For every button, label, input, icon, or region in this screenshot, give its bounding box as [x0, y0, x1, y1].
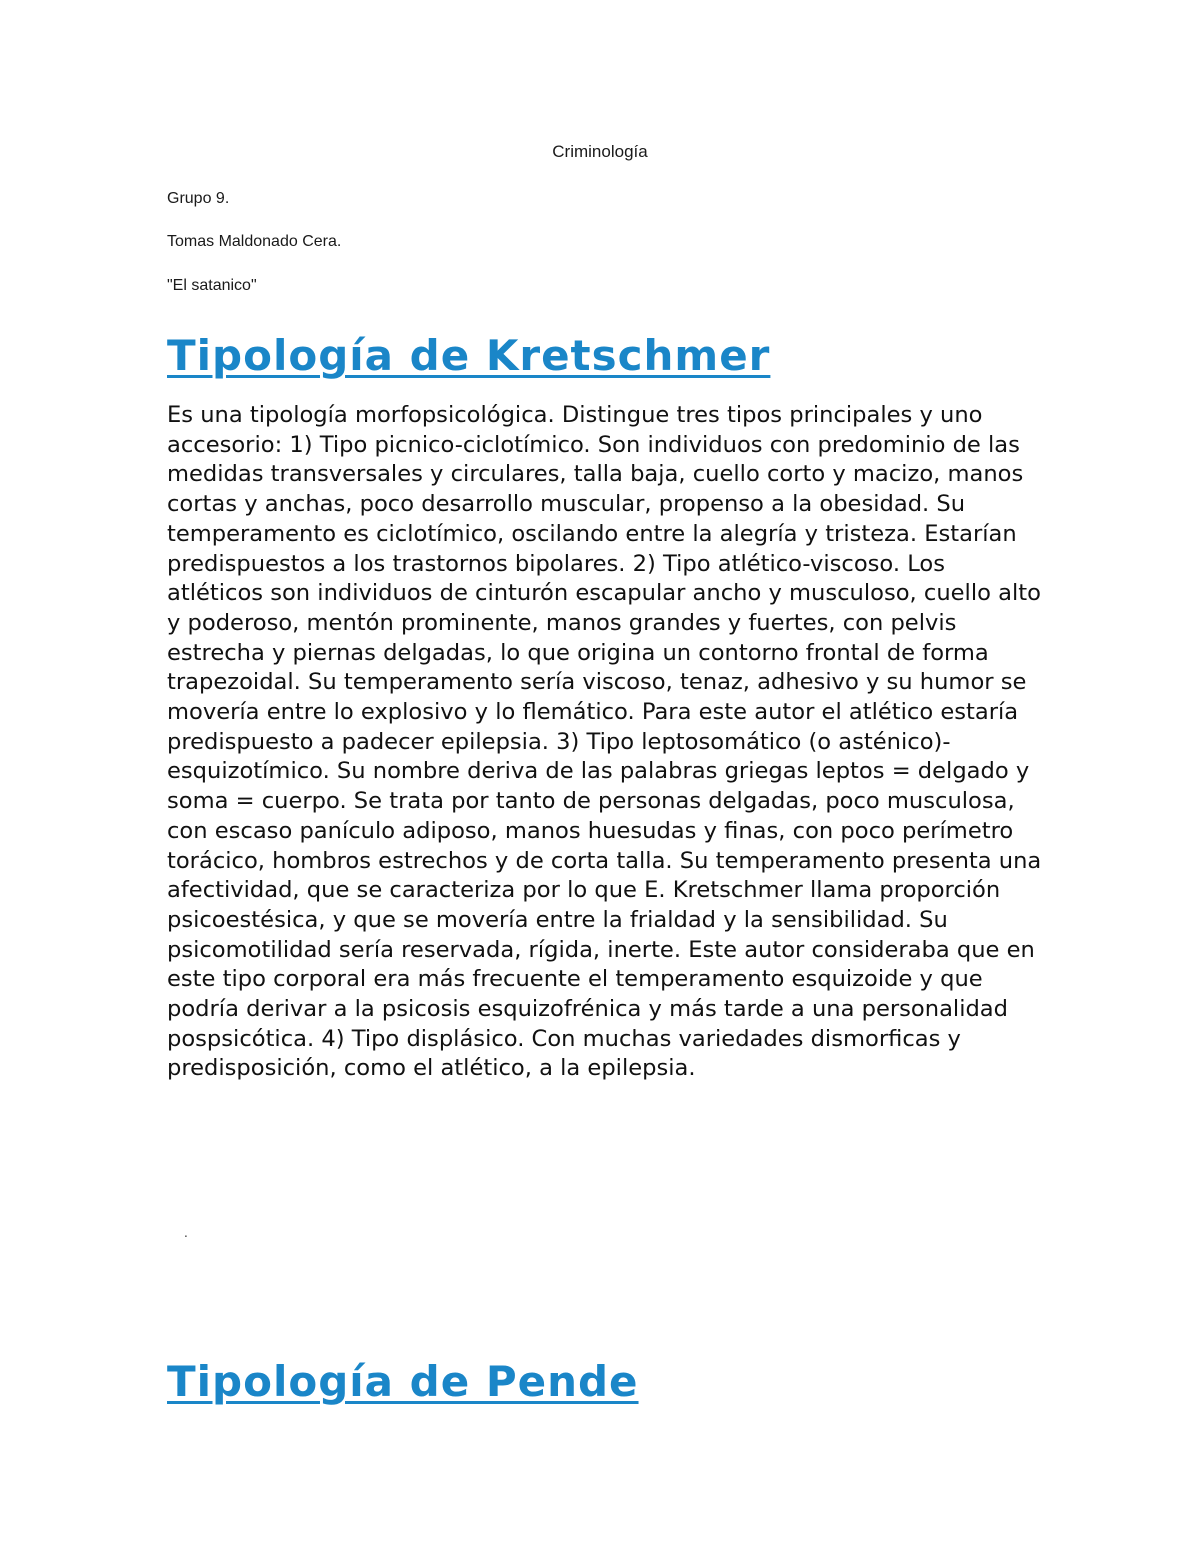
section-body-kretschmer: Es una tipología morfopsicológica. Distingue tres tipos principales y uno accesorio: 1) Tipo picnico-ciclotímico. Son individuos con predominio de las medidas transversales y circulares, talla baja, cuello corto y macizo, manos cortas y anchas, poco desarrollo muscular, propenso a la obesidad. Su temperamento es ciclotímico, oscilando entre la alegría y tristeza. Estarían predispuestos a los trastornos bipolares. 2) Tipo atlético-viscoso. Los atléticos son individuos de cinturón escapular ancho y musculoso, cuello alto y poderoso, mentón prominente, manos grandes y fuertes, con pelvis estrecha y piernas delgadas, lo que origina un contorno frontal de forma trapezoidal. Su temperamento sería viscoso, tenaz, adhesivo y su humor se movería entre lo explosivo y lo flemático. Para este autor el atlético estaría predispuesto a padecer epilepsia. 3) Tipo leptosomático (o asténico)-esquizotímico. Su nombre deriva de las palabras griegas leptos = delgado y soma = cuerpo. Se trata por tanto de personas delgadas, poco musculosa, con escaso panículo adiposo, manos huesudas y finas, con poco perímetro torácico, hombros estrechos y de corta talla. Su temperamento presenta una afectividad, que se caracteriza por lo que E. Kretschmer llama proporción psicoestésica, y que se movería entre la frialdad y la sensibilidad. Su psicomotilidad sería reservada, rígida, inerte. Este autor consideraba que en este tipo corporal era más frecuente el temperamento esquizoide y que podría derivar a la psicosis esquizofrénica y más tarde a una personalidad pospsicótica. 4) Tipo displásico. Con muchas variedades dismorficas y predisposición, como el atlético, a la epilepsia.	[167, 402, 1042, 1082]
stray-period-mark: .	[184, 1226, 188, 1240]
author-line: Tomas Maldonado Cera.	[167, 233, 342, 250]
nickname-line: "El satanico"	[167, 277, 257, 294]
course-title: Criminología	[552, 142, 648, 161]
section-heading-kretschmer[interactable]: Tipología de Kretschmer	[167, 331, 771, 380]
section-heading-pende[interactable]: Tipología de Pende	[167, 1357, 639, 1406]
group-line: Grupo 9.	[167, 190, 230, 207]
